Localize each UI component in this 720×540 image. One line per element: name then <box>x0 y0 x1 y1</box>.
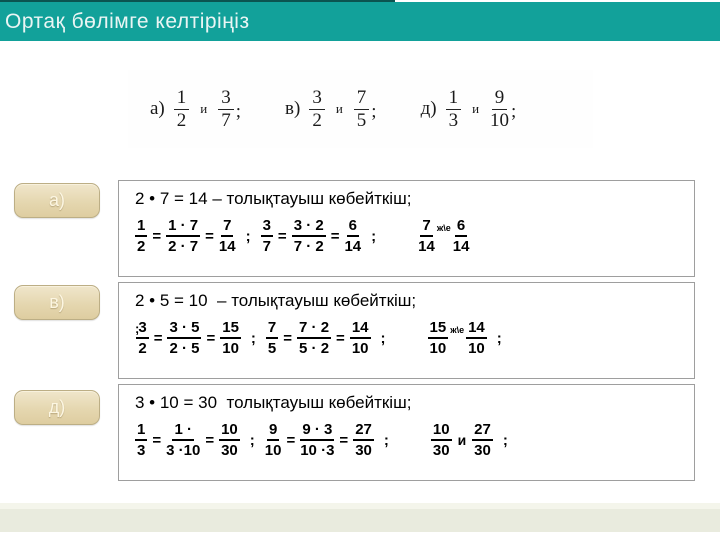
semicolon: ; <box>235 100 242 122</box>
semicolon: ; <box>249 431 255 449</box>
fraction-numerator: 9 <box>492 88 508 110</box>
equals-sign: = <box>283 329 293 347</box>
and-conjunction: и <box>472 101 480 116</box>
fraction-denominator: 10 <box>490 109 510 131</box>
fraction-denominator: 10 <box>351 340 369 357</box>
equals-sign: = <box>206 329 216 347</box>
fraction-numerator: 1 <box>135 421 147 441</box>
solution-box <box>118 384 695 481</box>
fraction <box>265 421 282 459</box>
solution-box <box>118 282 695 379</box>
fraction-numerator: 7 · 2 <box>297 319 331 339</box>
and-conjunction: и <box>335 101 343 116</box>
fraction-denominator: 7 <box>221 109 231 131</box>
equals-sign: = <box>153 329 163 347</box>
fraction-numerator: 9 · 3 <box>300 421 334 441</box>
fraction-numerator: 1 <box>174 88 190 110</box>
fraction-denominator: 10 <box>468 340 485 357</box>
fraction-denominator: 7 · 2 <box>293 238 324 255</box>
fraction <box>166 217 200 255</box>
problem-item-label: а) <box>150 98 165 119</box>
fraction-numerator: 27 <box>472 421 493 441</box>
fraction-numerator: 14 <box>350 319 371 339</box>
fraction-denominator: 30 <box>432 442 450 459</box>
fraction <box>219 421 240 459</box>
fraction-numerator: 7 <box>266 319 278 339</box>
row-label: д) <box>48 397 66 417</box>
problem-item <box>150 88 241 131</box>
fraction-denominator: 3 ·10 <box>166 442 201 459</box>
fraction-numerator: 9 <box>267 421 279 441</box>
fraction-numerator: 6 <box>347 217 359 237</box>
fraction-numerator: 1 · <box>172 421 194 441</box>
problem-item <box>421 88 517 131</box>
page-title: Ортақ бөлімге келтіріңіз <box>5 9 250 33</box>
fraction <box>490 88 509 131</box>
fraction-numerator: 14 <box>466 319 487 339</box>
fraction-denominator: 2 <box>176 109 187 131</box>
and-conjunction: и <box>457 432 467 448</box>
fraction-denominator: 2 <box>138 340 147 357</box>
fraction <box>220 319 241 357</box>
fraction <box>292 217 326 255</box>
fraction-numerator: 1 · 7 <box>166 217 200 237</box>
multiplier-text: 3 • 10 = 30 толықтауыш көбейткіш; <box>135 393 412 412</box>
fraction-numerator: 15 <box>220 319 241 339</box>
fraction-numerator: 7 <box>354 88 370 110</box>
semicolon: ; <box>496 329 502 347</box>
fraction <box>309 88 325 131</box>
semicolon: ; <box>250 329 256 347</box>
equals-sign: = <box>336 329 345 347</box>
fraction-denominator: 5 · 2 <box>299 340 330 357</box>
fraction <box>431 421 452 459</box>
fraction-numerator: 3 <box>261 217 273 237</box>
fraction-numerator: 27 <box>353 421 374 441</box>
fraction <box>218 88 234 131</box>
fraction <box>297 319 331 357</box>
stray-semicolon: ; <box>135 320 140 336</box>
row-label-bubble[interactable] <box>14 285 100 320</box>
semicolon: ; <box>371 100 377 122</box>
equals-sign: = <box>286 431 296 449</box>
fraction-denominator: 5 <box>267 340 277 357</box>
multiplier-text: 2 • 5 = 10 – толықтауыш көбейткіш; <box>135 291 417 310</box>
fraction-numerator: 3 <box>218 88 234 110</box>
fraction-denominator: 14 <box>418 238 435 255</box>
footer-band <box>0 509 720 532</box>
title-bar <box>0 2 720 41</box>
fraction-denominator: 2 <box>312 109 322 131</box>
fraction-denominator: 3 <box>137 442 146 459</box>
fraction-numerator: 10 <box>219 421 240 441</box>
fraction-denominator: 30 <box>221 442 238 459</box>
problem-item-label: д) <box>420 98 437 119</box>
semicolon: ; <box>245 227 251 245</box>
fraction <box>446 88 462 131</box>
equation-row <box>135 421 682 459</box>
row-label-bubble[interactable] <box>14 390 100 425</box>
semicolon: ; <box>371 227 377 245</box>
semicolon: ; <box>502 431 508 449</box>
fraction-denominator: 30 <box>355 442 372 459</box>
equals-sign: = <box>205 431 215 449</box>
fraction-numerator: 6 <box>455 217 467 237</box>
fraction <box>428 319 449 357</box>
fraction <box>300 421 334 459</box>
multiplier-text: 2 • 7 = 14 – толықтауыш көбейткіш; <box>135 189 412 208</box>
fraction <box>350 319 371 357</box>
fraction-numerator: 10 <box>431 421 452 441</box>
fraction-denominator: 10 <box>222 340 239 357</box>
row-label: в) <box>49 292 65 312</box>
semicolon: ; <box>511 100 517 122</box>
fraction-denominator: 10 <box>429 340 447 357</box>
fraction-denominator: 14 <box>452 238 470 255</box>
fraction-numerator: 15 <box>428 319 449 339</box>
fraction-numerator: 1 <box>446 88 462 110</box>
zhane-abbreviation: ж\е <box>450 325 465 335</box>
equals-sign: = <box>330 227 340 245</box>
fraction <box>261 217 273 255</box>
fraction <box>219 217 236 255</box>
fraction-denominator: 14 <box>344 238 362 255</box>
fraction-numerator: 7 <box>221 217 233 237</box>
fraction-denominator: 14 <box>218 238 236 255</box>
fraction <box>466 319 487 357</box>
fraction <box>135 421 147 459</box>
equation-row <box>135 319 682 357</box>
problem-image <box>128 70 593 148</box>
solution-box <box>118 180 695 277</box>
and-conjunction: и <box>200 101 208 116</box>
fraction-denominator: 30 <box>474 442 491 459</box>
equals-sign: = <box>152 227 162 245</box>
fraction-numerator: 7 <box>420 217 432 237</box>
fraction-denominator: 2 · 5 <box>169 340 200 357</box>
fraction <box>453 217 470 255</box>
fraction-denominator: 10 <box>264 442 282 459</box>
fraction <box>135 217 147 255</box>
equation-row <box>135 217 682 255</box>
fraction-denominator: 2 · 7 <box>168 238 199 255</box>
fraction-numerator: 3 · 2 <box>292 217 326 237</box>
fraction <box>167 319 201 357</box>
equals-sign: = <box>339 431 349 449</box>
fraction <box>174 88 190 131</box>
zhane-abbreviation: ж\е <box>436 223 451 233</box>
fraction <box>472 421 493 459</box>
row-label-bubble[interactable] <box>14 183 100 218</box>
equals-sign: = <box>277 227 287 245</box>
equals-sign: = <box>205 227 214 245</box>
fraction <box>354 88 370 131</box>
fraction-denominator: 10 ·3 <box>300 442 335 459</box>
fraction <box>266 319 278 357</box>
problem-item-label: в) <box>285 98 301 119</box>
fraction <box>166 421 200 459</box>
fraction-denominator: 5 <box>356 109 367 131</box>
fraction <box>344 217 361 255</box>
row-label: а) <box>48 190 65 210</box>
equals-sign: = <box>152 431 162 449</box>
fraction-numerator: 3 · 5 <box>167 319 201 339</box>
fraction-denominator: 7 <box>262 238 271 255</box>
fraction-numerator: 1 <box>135 217 147 237</box>
fraction-numerator: 3 <box>309 88 325 110</box>
fraction <box>418 217 435 255</box>
semicolon: ; <box>380 329 386 347</box>
semicolon: ; <box>383 431 389 449</box>
problem-item <box>285 88 377 131</box>
fraction <box>353 421 374 459</box>
fraction-denominator: 3 <box>448 109 459 131</box>
fraction-denominator: 2 <box>137 238 146 255</box>
fraction-numerator: 3 <box>136 319 148 339</box>
